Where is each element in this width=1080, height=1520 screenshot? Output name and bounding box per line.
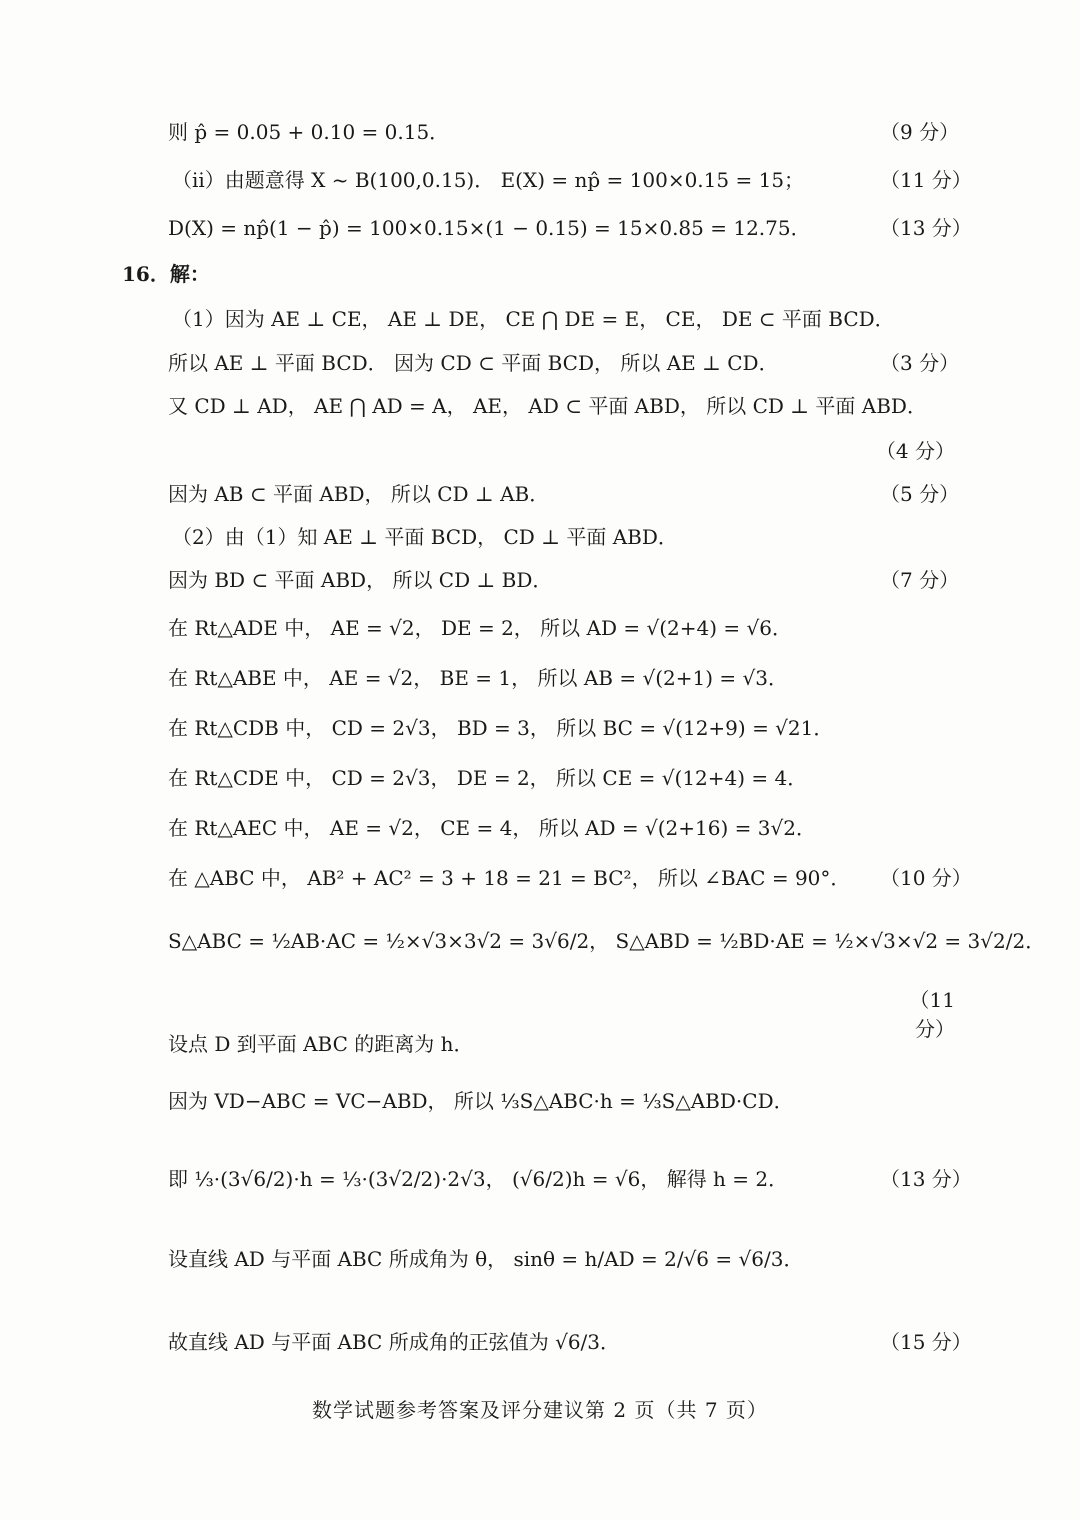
solution-line [168, 347, 960, 376]
line-content: 在 Rt△CDE 中， CD = 2√3， DE = 2， 所以 CE = √(12+4) = 4． [168, 766, 808, 790]
line-content: 所以 AE ⊥ 平面 BCD． 因为 CD ⊂ 平面 BCD， 所以 AE ⊥ CD． [168, 351, 779, 375]
score-mark: （9 分） [880, 120, 960, 144]
score-mark: （11 分） [880, 168, 972, 192]
line-content: （1）因为 AE ⊥ CE， AE ⊥ DE， CE ⋂ DE = E， CE， DE ⊂ 平面 BCD． [172, 307, 895, 331]
solution-line [172, 521, 955, 550]
line-content: 设点 D 到平面 ABC 的距离为 h． [168, 1032, 474, 1056]
solution-line [168, 1163, 972, 1192]
score-mark: （10 分） [880, 866, 972, 890]
solution-line [168, 862, 972, 891]
line-content: 在 Rt△AEC 中， AE = √2， CE = 4， 所以 AD = √(2+16) = 3√2． [168, 816, 816, 840]
line-content: 在 Rt△ABE 中， AE = √2， BE = 1， 所以 AB = √(2+1) = √3． [168, 666, 788, 690]
line-content: 又 CD ⊥ AD， AE ⋂ AD = A， AE， AD ⊂ 平面 ABD， 所以 CD ⊥ 平面 ABD． [168, 394, 927, 418]
solution-line [168, 712, 955, 741]
solution-line [168, 564, 960, 593]
score-mark: （4 分） [875, 439, 955, 463]
line-content: 因为 AB ⊂ 平面 ABD， 所以 CD ⊥ AB． [168, 482, 550, 506]
solution-line [168, 116, 960, 145]
line-content: （ii）由题意得 X ~ B(100,0.15)． E(X) = np̂ = 100×0.15 = 15； [172, 168, 805, 192]
solution-line [168, 1085, 955, 1114]
solution-line [168, 812, 955, 841]
solution-line [168, 478, 960, 507]
score-mark: （3 分） [880, 351, 960, 375]
line-content: 即 ⅓·(3√6/2)·h = ⅓·(3√2/2)·2√3， (√6/2)h = √6， 解得 h = 2． [168, 1167, 789, 1191]
solution-line [168, 1028, 955, 1057]
solution-line [168, 1243, 955, 1272]
solution-line [168, 925, 1046, 954]
score-mark: （7 分） [880, 568, 960, 592]
line-content: 设直线 AD 与平面 ABC 所成角为 θ， sinθ = h/AD = 2/√6 = √6/3． [168, 1247, 804, 1271]
score-mark: （15 分） [880, 1330, 972, 1354]
score-mark: （13 分） [880, 216, 972, 240]
line-content: 在 Rt△CDB 中， CD = 2√3， BD = 3， 所以 BC = √(12+9) = √21． [168, 716, 834, 740]
page-footer: 数学试题参考答案及评分建议第 2 页（共 7 页） [312, 1398, 768, 1422]
line-content: 在 Rt△ADE 中， AE = √2， DE = 2， 所以 AD = √(2+4) = √6． [168, 616, 792, 640]
solution-line [168, 212, 972, 241]
line-content: S△ABC = ½AB·AC = ½×√3×3√2 = 3√6/2， S△ABD = ½BD·AE = ½×√3×√2 = 3√2/2． [168, 929, 1046, 953]
line-content: （2）由（1）知 AE ⊥ 平面 BCD， CD ⊥ 平面 ABD． [172, 525, 678, 549]
line-content: 因为 BD ⊂ 平面 ABD， 所以 CD ⊥ BD． [168, 568, 553, 592]
solution-line [168, 1326, 972, 1355]
solution-line [168, 762, 955, 791]
line-content: 因为 VD−ABC = VC−ABD， 所以 ⅓S△ABC·h = ⅓S△ABD·CD． [168, 1089, 794, 1113]
score-mark: （5 分） [880, 482, 960, 506]
score-mark: （11 分） [909, 988, 955, 1041]
line-content: 故直线 AD 与平面 ABC 所成角的正弦值为 √6/3． [168, 1330, 621, 1354]
question-number: 16．解： [122, 262, 210, 286]
solution-line [168, 390, 955, 419]
solution-line [172, 303, 955, 332]
solution-line [172, 164, 972, 193]
solution-line [168, 662, 955, 691]
solution-line [168, 612, 955, 641]
score-mark: （13 分） [880, 1167, 972, 1191]
line-content: 在 △ABC 中， AB² + AC² = 3 + 18 = 21 = BC²， 所以 ∠BAC = 90°． [168, 866, 851, 890]
line-content: D(X) = np̂(1 − p̂) = 100×0.15×(1 − 0.15) = 15×0.85 = 12.75． [168, 216, 811, 240]
line-content: 则 p̂ = 0.05 + 0.10 = 0.15． [168, 120, 450, 144]
